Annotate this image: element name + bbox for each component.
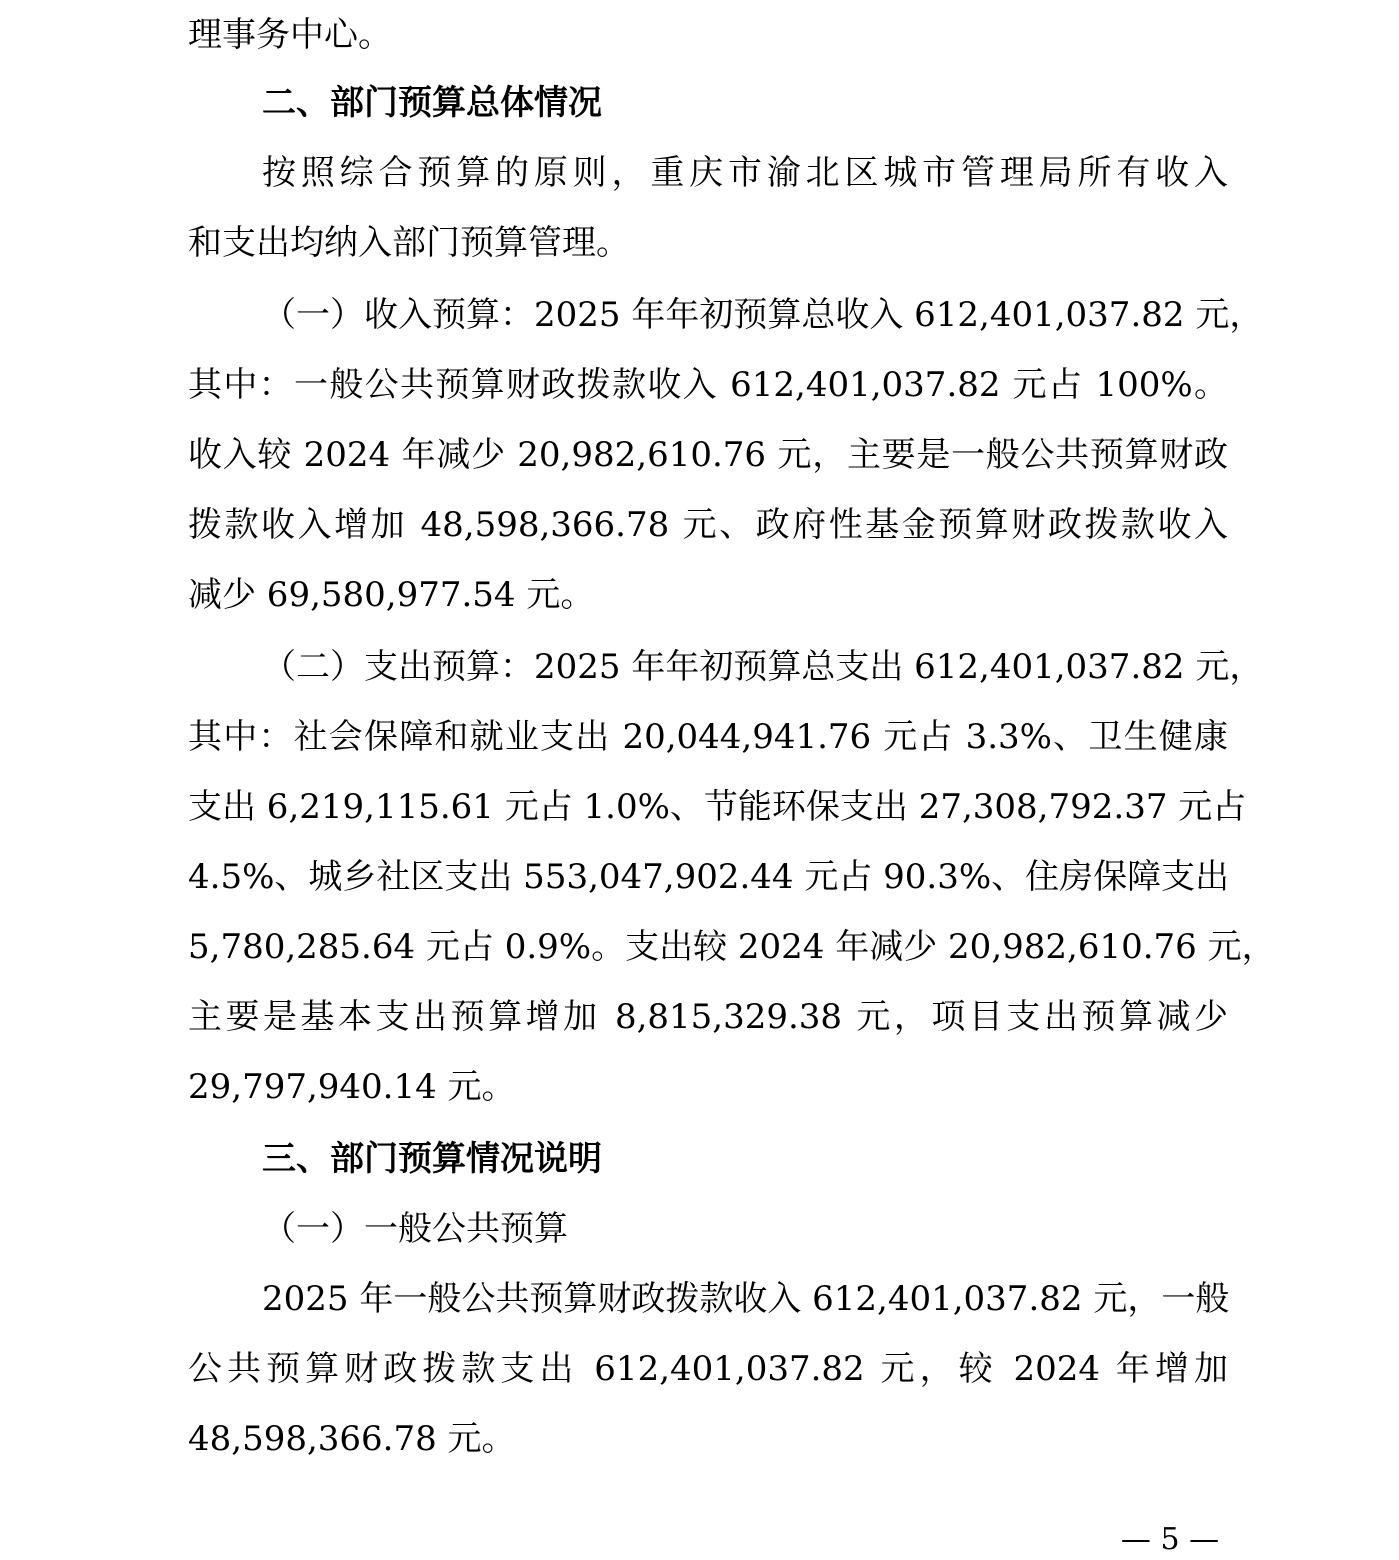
text-line: （二）支出预算：2025 年年初预算总支出 612,401,037.82 元， [262,647,1264,687]
text-line: 5,780,285.64 元占 0.9%。支出较 2024 年减少 20,982,610.76 元， [188,927,1276,967]
section-heading: 三、部门预算情况说明 [262,1139,602,1179]
text-line: 4.5%、城乡社区支出 553,047,902.44 元占 90.3%、住房保障支出 [188,857,1230,897]
text-line: 29,797,940.14 元。 [188,1067,516,1107]
subsection-heading: （一）一般公共预算 [262,1209,568,1249]
text-line: 支出 6,219,115.61 元占 1.0%、节能环保支出 27,308,792.37 元占 [188,787,1247,827]
text-line: 理事务中心。 [188,15,392,55]
text-line: （一）收入预算：2025 年年初预算总收入 612,401,037.82 元， [262,295,1264,335]
text-line: 减少 69,580,977.54 元。 [188,575,595,615]
text-line: 其中：社会保障和就业支出 20,044,941.76 元占 3.3%、卫生健康 [188,717,1228,757]
section-heading: 二、部门预算总体情况 [262,83,602,123]
text-line: 和支出均纳入部门预算管理。 [188,223,630,263]
page-number: — 5 — [1120,1522,1220,1557]
text-line: 主要是基本支出预算增加 8,815,329.38 元，项目支出预算减少 [188,997,1228,1037]
text-line: 2025 年一般公共预算财政拨款收入 612,401,037.82 元，一般 [262,1279,1230,1319]
text-line: 拨款收入增加 48,598,366.78 元、政府性基金预算财政拨款收入 [188,505,1228,545]
text-line: 48,598,366.78 元。 [188,1419,516,1459]
text-line: 公共预算财政拨款支出 612,401,037.82 元，较 2024 年增加 [188,1349,1228,1389]
text-line: 按照综合预算的原则，重庆市渝北区城市管理局所有收入 [262,153,1228,193]
text-line: 收入较 2024 年减少 20,982,610.76 元，主要是一般公共预算财政 [188,435,1228,475]
text-line: 其中：一般公共预算财政拨款收入 612,401,037.82 元占 100%。 [188,365,1228,405]
